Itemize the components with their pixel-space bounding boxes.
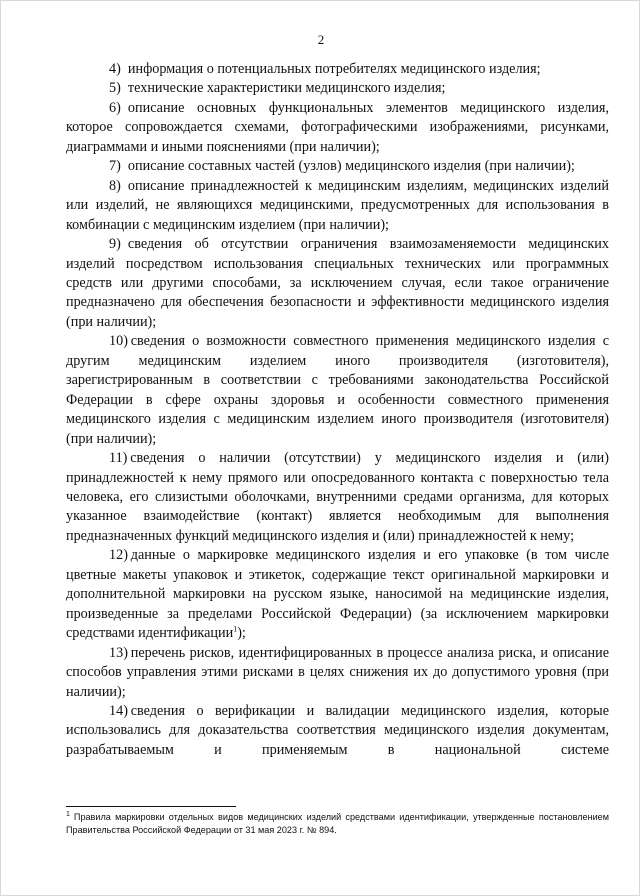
document-body [66,60,609,760]
footnote [66,811,609,837]
list-item-6: 6) описание основных функциональных элементов медицинского изделия, которое сопровождается схемами, фотографическими изображениями, рисунками, диаграммами и иными пояснениями (при наличии); [66,99,609,155]
page-number: 2 [317,32,325,47]
list-item-4: 4) информация о потенциальных потребителях медицинского изделия; [109,61,541,77]
list-item-10: 10) сведения о возможности совместного применения медицинского изделия с другим медицинским изделием иного производителя (изготовителя), зарегистрированным в соответствии с требованиями законодательства Российской Федерации в сфере охраны здоровья и особенности совместного применения медицинского изделия с медицинским изделием иного производителя (изготовителя) (при наличии); [66,333,609,447]
list-item-5: 5) технические характеристики медицинского изделия; [109,80,446,97]
footnote-separator [66,806,236,807]
list-item-14: 14) сведения о верификации и валидации медицинского изделия, которые использовались для доказательства соответствия медицинского изделия документам, разрабатываемым и применяемым в национальной системе [66,702,609,758]
list-item-7: 7) описание составных частей (узлов) медицинского изделия (при наличии); [109,158,575,175]
footnote-text: Правила маркировки отдельных видов медицинских изделий средствами идентификации, утвержденные постановлением Правительства Российской Федерации от 31 мая 2023 г. № 894. [66,812,609,835]
list-item-12 [66,546,609,643]
list-item-12-tail: ); [237,625,246,642]
list-item-8: 8) описание принадлежностей к медицинским изделиям, медицинских изделий или изделий, не являющихся медицинскими, предусмотренных для использования в комбинации с медицинским изделием (при наличии); [66,177,609,233]
list-item-13: 13) перечень рисков, идентифицированных в процессе анализа риска, и описание способов управления этими рисками в целях снижения их до допустимого уровня (при наличии); [66,644,609,700]
list-item-9: 9) сведения об отсутствии ограничения взаимозаменяемости медицинских изделий посредством использования специальных технических или программных средств или другими способами, за исключением случая, если такое ограничение предназначено для обеспечения безопасности и эффективности медицинского изделия (при наличии); [66,236,609,330]
list-item-12-text: 12) данные о маркировке медицинского изделия и его упаковке (в том числе цветные макеты упаковок и этикеток, содержащие текст оригинальной маркировки и дополнительной маркировки на русском языке, наносимой на медицинские изделия, произведенные за пределами Российской Федерации) (за исключением маркировки средствами идентификации [66,547,609,642]
footnote-mark: 1 [66,810,70,818]
list-item-11: 11) сведения о наличии (отсутствии) у медицинского изделия и (или) принадлежностей к нему прямого или опосредованного контакта с поверхностью тела человека, его слизистыми оболочками, внутренними средами организма, для которых указанное взаимодействие (контакт) является необходимым для выполнения предназначенных функций медицинского изделия и (или) принадлежностей к нему; [66,450,609,544]
footnote-reference[interactable]: 1 [233,624,238,634]
